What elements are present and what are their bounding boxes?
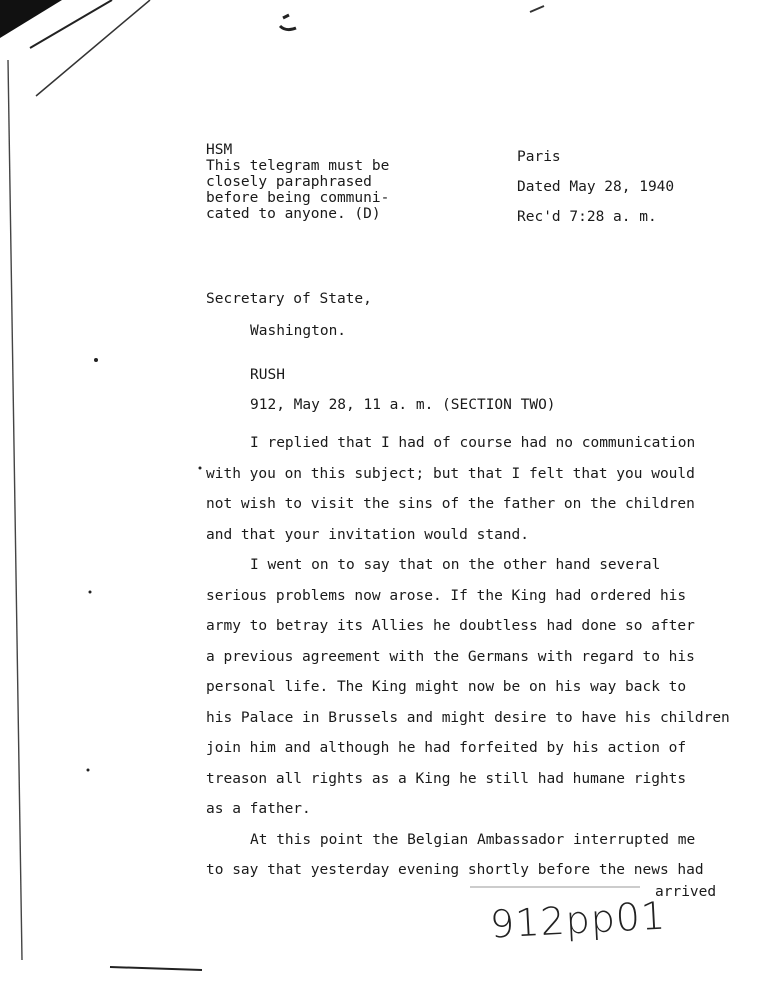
date-sent: Dated May 28, 1940 [517, 179, 675, 195]
body-line: to say that yesterday evening shortly before the news had [206, 862, 704, 878]
smudge [280, 26, 296, 30]
body-line: and that your invitation would stand. [206, 526, 530, 543]
body-line: as a father. [206, 801, 311, 817]
telegram-body [206, 428, 730, 886]
handwritten-note: 912pp01 [488, 893, 668, 947]
header-left [206, 142, 389, 222]
smudge [283, 15, 289, 18]
corner-shadow [0, 0, 62, 38]
speck [199, 467, 202, 470]
body-line: serious problems now arose. If the King had ordered his [206, 587, 687, 604]
header-left-line: This telegram must be [206, 158, 390, 174]
place-of-origin: Paris [517, 149, 561, 165]
left-edge-line [8, 60, 22, 960]
addressee-line: Secretary of State, [206, 291, 372, 307]
header-right [517, 142, 674, 232]
body-line: army to betray its Allies he doubtless had done so after [206, 618, 695, 634]
body-line: treason all rights as a King he still had humane rights [206, 770, 687, 787]
header-left-line: HSM [206, 142, 233, 158]
body-line: not wish to visit the sins of the father on the children [206, 496, 695, 512]
speck [87, 769, 90, 772]
body-line: personal life. The King might now be on his way back to [206, 679, 687, 695]
body-line: join him and although he had forfeited by his action of [206, 740, 687, 756]
body-line: his Palace in Brussels and might desire to have his children [206, 709, 730, 726]
header-left-line: cated to anyone. (D) [206, 206, 381, 222]
scan-line [36, 0, 150, 96]
bottom-rule [110, 967, 202, 970]
body-line: I went on to say that on the other hand several [250, 557, 661, 573]
addressee-city: Washington. [250, 323, 347, 339]
speck [89, 591, 92, 594]
continuation-word: arrived [655, 884, 717, 900]
body-line: At this point the Belgian Ambassador interrupted me [250, 831, 696, 848]
telegram-reference: 912, May 28, 11 a. m. (SECTION TWO) [250, 397, 556, 413]
body-line: a previous agreement with the Germans with regard to his [206, 648, 695, 665]
priority-label: RUSH [250, 367, 285, 383]
speck [94, 358, 98, 362]
body-line: with you on this subject; but that I felt that you would [206, 465, 695, 482]
body-line: I replied that I had of course had no communication [250, 435, 696, 451]
date-received: Rec'd 7:28 a. m. [517, 209, 657, 225]
header-left-line: closely paraphrased [206, 174, 372, 190]
smudge [530, 6, 544, 12]
header-left-line: before being communi- [206, 190, 390, 206]
